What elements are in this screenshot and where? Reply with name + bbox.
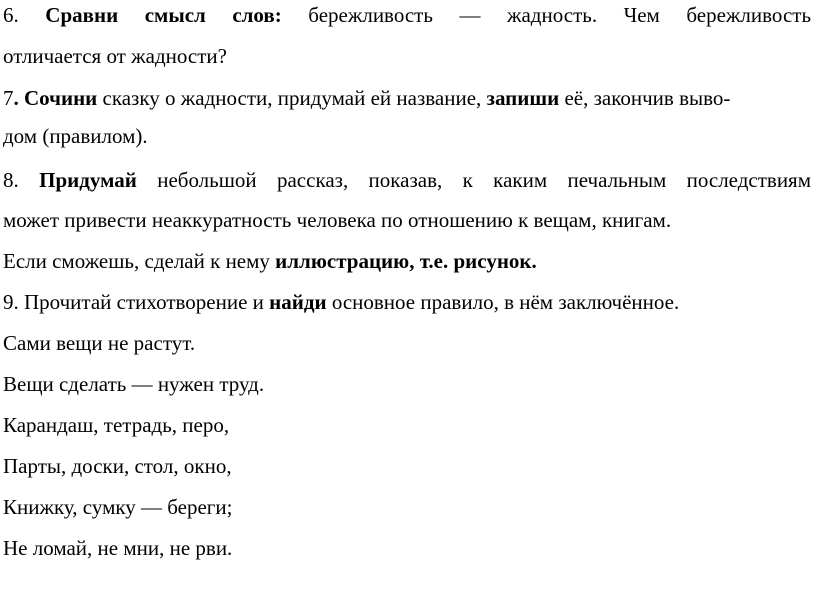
poem-line: Вещи сделать — нужен труд. [3, 372, 265, 396]
task-7-line-1 [3, 86, 811, 110]
task-7-text-1: сказку о жадности, придумай ей название, [97, 86, 487, 110]
task-9-text-2: основное правило, в нём заключённое. [326, 290, 680, 314]
task-8-instruction: Придумай [39, 168, 137, 192]
task-8-line-2: может привести неаккуратность человека по отношению к вещам, книгам. [3, 208, 672, 232]
task-8-line-1 [3, 168, 811, 192]
task-9-line [3, 290, 811, 314]
task-8-text: небольшой рассказ, показав, к каким печальным последствиям [157, 168, 812, 192]
task-6-instruction: Сравни смысл слов: [45, 3, 282, 27]
task-7-text-2: её, закончив выво- [559, 86, 731, 110]
task-9-instruction: найди [269, 290, 327, 314]
task-8-line-3-text: Если сможешь, сделай к нему [3, 249, 276, 273]
task-6-line-1 [3, 3, 811, 27]
poem-line: Карандаш, тетрадь, перо, [3, 413, 230, 437]
poem-line: Не ломай, не мни, не рви. [3, 536, 233, 560]
poem-line: Парты, доски, стол, окно, [3, 454, 232, 478]
task-8-number: 8. [3, 168, 19, 192]
task-8-line-3 [3, 249, 811, 273]
task-7-instruction-2: запиши [486, 86, 560, 110]
poem-line: Сами вещи не растут. [3, 331, 196, 355]
task-7-number: 7 [3, 86, 14, 110]
task-6-number: 6. [3, 3, 19, 27]
task-6-line-2: отличается от жадности? [3, 44, 227, 68]
task-8-line-3-bold: иллюстрацию, т.е. рисунок. [275, 249, 537, 273]
task-9-text-1: 9. Прочитай стихотворение и [3, 290, 270, 314]
task-7-instruction: . Сочини [13, 86, 98, 110]
task-7-line-2: дом (правилом). [3, 124, 148, 148]
poem-line: Книжку, сумку — береги; [3, 495, 233, 519]
task-6-text: бережливость — жадность. Чем бережливость [308, 3, 812, 27]
